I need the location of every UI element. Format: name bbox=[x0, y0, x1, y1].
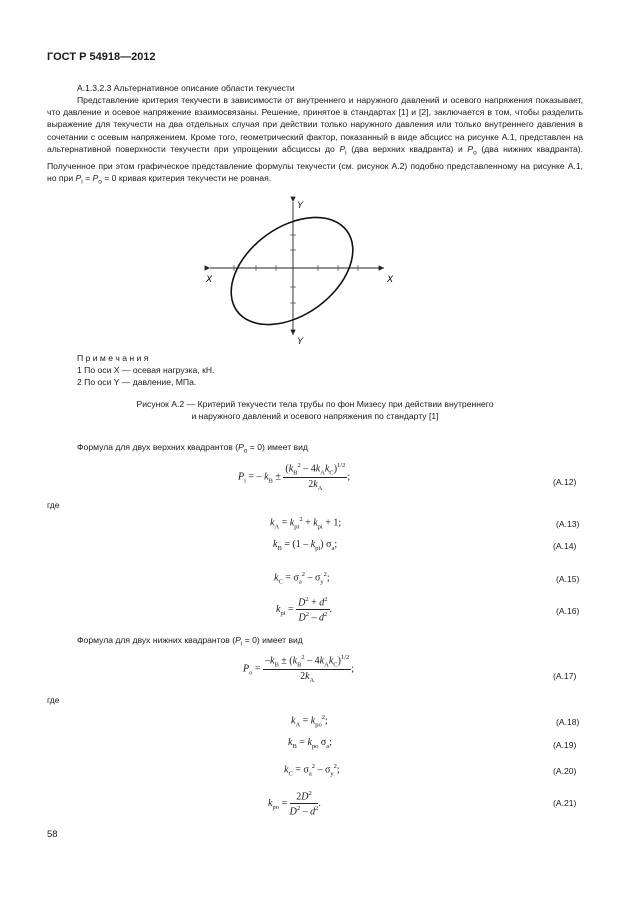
document-header: ГОСТ Р 54918—2012 bbox=[47, 51, 156, 63]
axis-ticks bbox=[234, 235, 358, 303]
page-number: 58 bbox=[47, 829, 58, 840]
paragraph-text-c: (два нижних квадранта). Полученное при этом графическое представление формулы текучести (см. рисунок А.2) подобно представленному на рисунке А.1, но при bbox=[47, 143, 584, 183]
eq-number-a19: (А.19) bbox=[553, 740, 577, 750]
axis-label-x-right: X bbox=[387, 274, 394, 284]
eq-number-a20: (А.20) bbox=[553, 766, 577, 776]
notes-title: П р и м е ч а н и я bbox=[77, 353, 149, 363]
note-1: 1 По оси X — осевая нагрузка, кН. bbox=[77, 365, 215, 376]
intro-lower-text: Формула для двух нижних квадрантов bbox=[77, 635, 230, 645]
eq-number-a16: (А.16) bbox=[556, 606, 580, 616]
caption-line-2: и наружного давлений и осевого напряжения по стандарту [1] bbox=[191, 411, 439, 422]
eq-number-a17: (А.17) bbox=[553, 671, 577, 681]
figure-caption bbox=[60, 398, 570, 422]
paragraph-text: Представление критерия текучести в зависимости от внутреннего и наружного давлений и осевого напряжения показывает, что давление и осевое напряжение взаимосвязаны. Решение, принятое в стандартах [1] и [2], заключается в том, чтобы разделить выражение для текучести на два отдельных случая при действии только наружного давления или только внутреннего давления в сочетании с осевым напряжением. Кроме того, геометрический фактор, показанный в виде абсцисс на рисунке А.1, представлен на альтернативной поверхности текучести при упрощении абсциссы до bbox=[47, 95, 583, 154]
formula-a16: $k_{pi}$ = $\frac{D^2 + d^2}{D^2 - d^2}$ . bbox=[276, 596, 333, 624]
formula-a21: $k_{po}$ = $\frac{2D^2}{D^2 - d^2}$ . bbox=[268, 790, 321, 818]
formula-a13: $k_A = k_{pi}^2 + k_{pi} + 1$; bbox=[270, 516, 342, 531]
formula-a19: $k_B = k_{po}$ $\sigma_a$; bbox=[288, 737, 332, 750]
eq-number-a18: (А.18) bbox=[556, 717, 580, 727]
eq-number-a21: (А.21) bbox=[553, 798, 577, 808]
eq-number-a12: (А.12) bbox=[553, 477, 577, 487]
section-title: А.1.3.2.3 Альтернативное описание области текучести bbox=[77, 83, 295, 93]
paragraph-text-d: кривая критерия текучести не ровная. bbox=[118, 172, 272, 183]
formula-a15: $k_C = \sigma_a^2 - \sigma_y^2$; bbox=[274, 571, 330, 586]
formula-a17: $P_o$ = $\frac{-k_B \pm (k_B^2 - 4k_Ak_C)^{1/2}}{2k_A}$ ; bbox=[243, 654, 355, 685]
paragraph-zero: = 0 bbox=[104, 172, 117, 183]
axis-label-x-left: X bbox=[206, 274, 213, 284]
intro-lower-tail: имеет вид bbox=[262, 635, 303, 645]
formula-intro-upper: Формула для двух верхних квадрантов $(P_o = 0)$ имеет вид bbox=[77, 442, 308, 455]
formula-a18: $k_A = k_{po}^2$; bbox=[291, 714, 328, 729]
formula-a20: $k_C = \sigma_a^2 - \sigma_y^2$; bbox=[284, 763, 340, 778]
eq-number-a14: (А.14) bbox=[553, 541, 577, 551]
axis-label-y-bottom: Y bbox=[297, 336, 304, 346]
caption-line-1: Рисунок А.2 — Критерий текучести тела трубы по фон Мизесу при действии внутреннего bbox=[136, 399, 494, 409]
paragraph-text-b: (два верхних квадранта) и bbox=[351, 143, 463, 154]
intro-upper-tail: имеет вид bbox=[267, 442, 308, 452]
formula-intro-lower: Формула для двух нижних квадрантов $(P_i = 0)$ имеет вид bbox=[77, 635, 303, 648]
eq-number-a15: (А.15) bbox=[556, 574, 580, 584]
note-2: 2 По оси Y — давление, МПа. bbox=[77, 377, 197, 388]
intro-upper-text: Формула для двух верхних квадрантов bbox=[77, 442, 233, 452]
formula-a12: $P_i$ = – $k_B$ ± $\frac{(k_B^2 - 4k_Ak_C)^{1/2}}{2k_A}$ ; bbox=[238, 462, 351, 493]
yield-ellipse bbox=[211, 195, 373, 346]
where-label-2: где bbox=[47, 695, 60, 705]
body-paragraph: Представление критерия текучести в зависимости от внутреннего и наружного давлений и осевого напряжения показывает, что давление и осевое напряжение взаимосвязаны. Решение, принятое в стандартах [1] и [2], заключается в том, чтобы разделить выражение для текучести на два отдельных случая при действии только наружного давления или только внутреннего давления в сочетании с осевым напряжением. Кроме того, геометрический фактор, показанный в виде абсцисс на рисунке А.1, представлен на альтернативной поверхности текучести при упрощении абсциссы до $P_i$ (два верхних квадранта) и $P_o$ (два нижних квадранта). Полученное при этом графическое представление формулы текучести (см. рисунок А.2) подобно представленному на рисунке А.1, но при $P_i = P_o = 0$ кривая критерия текучести не ровная. bbox=[47, 95, 584, 186]
formula-a14: $k_B = (1 - k_{pi})$ $\sigma_a$; bbox=[273, 539, 338, 552]
eq-number-a13: (А.13) bbox=[556, 519, 580, 529]
axis-label-y-top: Y bbox=[297, 200, 304, 210]
where-label-1: где bbox=[47, 500, 60, 510]
figure-notes bbox=[77, 352, 214, 389]
yield-criterion-figure bbox=[200, 195, 400, 350]
